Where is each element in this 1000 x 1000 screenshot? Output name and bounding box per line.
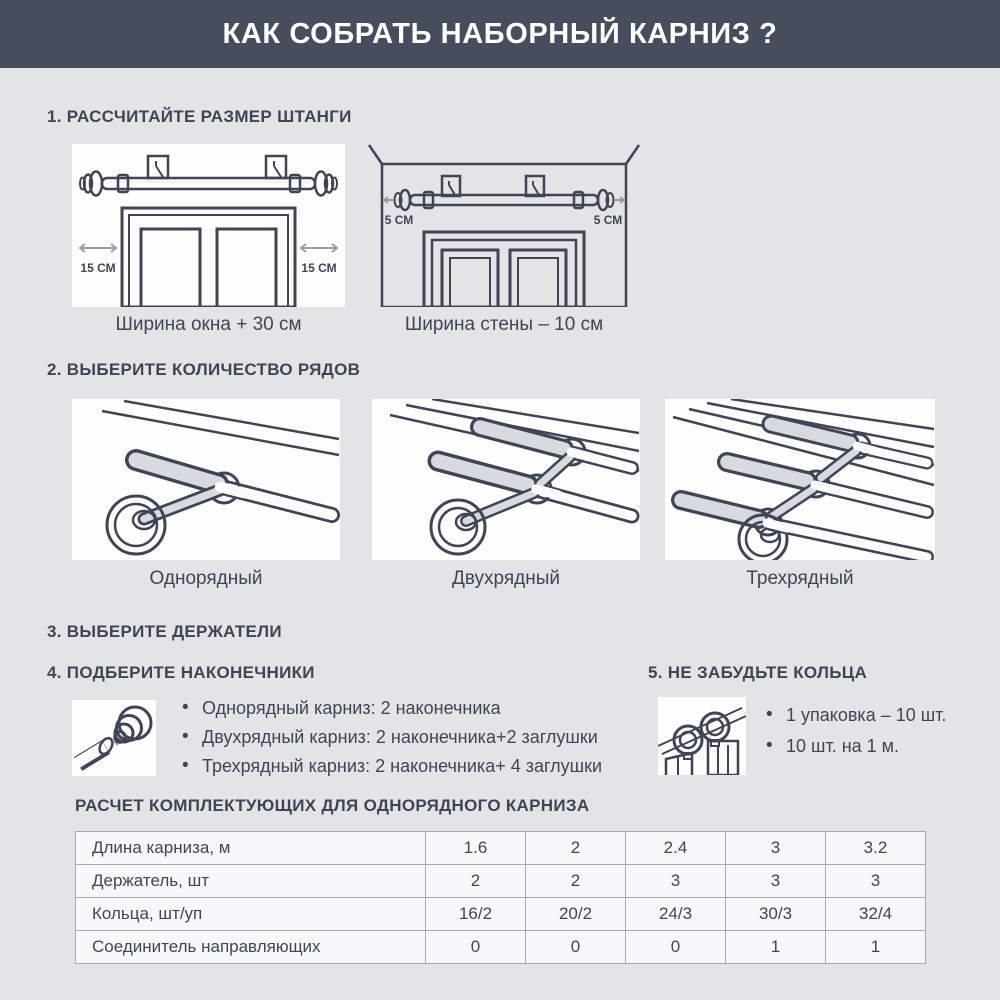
triple-row-rod-icon	[665, 399, 935, 560]
table-cell: 3	[726, 832, 826, 865]
table-row	[76, 865, 926, 898]
rings-figure	[658, 697, 746, 775]
table-cell: 2	[426, 865, 526, 898]
table-cell: 2.4	[626, 832, 726, 865]
window-figure-caption: Ширина окна + 30 см	[115, 314, 302, 335]
triple-row-caption: Трехрядный	[746, 568, 854, 589]
curtain-rings-icon	[658, 697, 746, 775]
section5-title: 5. НЕ ЗАБУДЬТЕ КОЛЬЦА	[648, 663, 868, 682]
single-row-caption: Однорядный	[149, 568, 263, 589]
table-cell: 1	[826, 931, 926, 964]
table-row	[76, 832, 926, 865]
double-row-rod-icon	[372, 399, 640, 560]
window-right-margin-label: 15 СМ	[301, 261, 337, 275]
wall-right-gap-label: 5 СМ	[593, 213, 623, 227]
window-left-margin-label: 15 СМ	[80, 261, 116, 275]
table-cell: 30/3	[726, 898, 826, 931]
table-cell: 0	[526, 931, 626, 964]
list-item: • Однорядный карниз: 2 наконечника	[176, 694, 636, 723]
row-label: Кольца, шт/уп	[76, 898, 426, 931]
row-label: Держатель, шт	[76, 865, 426, 898]
section3-title: 3. ВЫБЕРИТЕ ДЕРЖАТЕЛИ	[47, 622, 282, 641]
list-item: • 10 шт. на 1 м.	[760, 731, 990, 762]
wall-rod-figure	[368, 144, 640, 307]
double-row-figure	[372, 399, 640, 560]
table-cell: 0	[626, 931, 726, 964]
single-row-rod-icon	[72, 399, 340, 560]
table-cell: 0	[426, 931, 526, 964]
triple-row-figure	[665, 399, 935, 560]
table-cell: 3.2	[826, 832, 926, 865]
single-row-figure	[72, 399, 340, 560]
finial-bullet-list	[176, 694, 636, 781]
table-cell: 3	[626, 865, 726, 898]
table-cell: 3	[726, 865, 826, 898]
page-title: КАК СОБРАТЬ НАБОРНЫЙ КАРНИЗ ?	[222, 17, 778, 50]
table-cell: 1.6	[426, 832, 526, 865]
table-cell: 24/3	[626, 898, 726, 931]
list-item: • Трехрядный карниз: 2 наконечника+ 4 заглушки	[176, 752, 636, 781]
table-cell: 1	[726, 931, 826, 964]
wall-figure-caption: Ширина стены – 10 см	[404, 314, 604, 335]
wall-rod-diagram-icon	[368, 144, 640, 307]
section4-title: 4. ПОДБЕРИТЕ НАКОНЕЧНИКИ	[47, 663, 315, 682]
table-title: РАСЧЕТ КОМПЛЕКТУЮЩИХ ДЛЯ ОДНОРЯДНОГО КАРНИЗА	[75, 796, 590, 815]
finial-icon	[72, 700, 156, 776]
wall-left-gap-label: 5 СМ	[384, 213, 414, 227]
double-row-caption: Двухрядный	[451, 568, 561, 589]
table-row	[76, 898, 926, 931]
table-cell: 2	[526, 865, 626, 898]
table-cell: 2	[526, 832, 626, 865]
section2-title: 2. ВЫБЕРИТЕ КОЛИЧЕСТВО РЯДОВ	[47, 360, 361, 379]
table-cell: 32/4	[826, 898, 926, 931]
list-item: • Двухрядный карниз: 2 наконечника+2 заглушки	[176, 723, 636, 752]
table-row	[76, 931, 926, 964]
finial-figure	[72, 700, 156, 776]
row-label: Длина карниза, м	[76, 832, 426, 865]
table-cell: 16/2	[426, 898, 526, 931]
components-table	[75, 831, 926, 964]
section1-title: 1. РАССЧИТАЙТЕ РАЗМЕР ШТАНГИ	[47, 107, 352, 126]
window-rod-figure	[72, 144, 345, 307]
table-cell: 20/2	[526, 898, 626, 931]
header-bar	[0, 0, 1000, 68]
window-rod-diagram-icon	[72, 144, 345, 307]
row-label: Соединитель направляющих	[76, 931, 426, 964]
rings-bullet-list	[760, 700, 990, 762]
table-cell: 3	[826, 865, 926, 898]
list-item: • 1 упаковка – 10 шт.	[760, 700, 990, 731]
